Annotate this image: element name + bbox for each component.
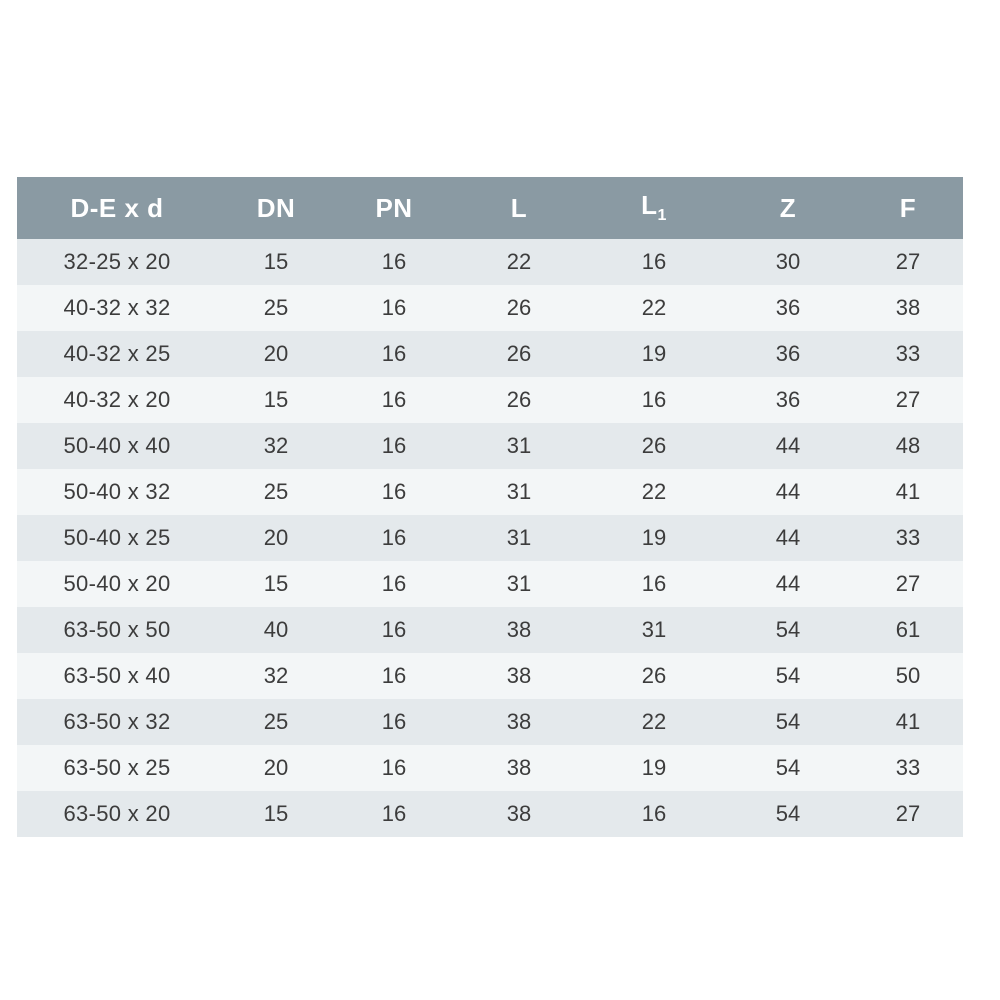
- cell-de-xd: 63-50 x 20: [63, 801, 171, 826]
- cell-l1: 22: [641, 295, 667, 320]
- table-header-row: [17, 177, 963, 239]
- cell-z: 54: [775, 801, 801, 826]
- table-row: [17, 699, 963, 745]
- cell-de-xd: 63-50 x 32: [63, 709, 171, 734]
- column-header-pn: [335, 177, 453, 239]
- cell-pn: 16: [381, 295, 407, 320]
- cell-l1: 22: [641, 709, 667, 734]
- cell-pn: 16: [381, 387, 407, 412]
- cell-f: 27: [895, 249, 921, 274]
- dimensions-table: [17, 177, 963, 837]
- table-row: [17, 745, 963, 791]
- column-header-z: [723, 177, 853, 239]
- cell-f: 27: [895, 387, 921, 412]
- table-row: [17, 469, 963, 515]
- cell-pn: 16: [381, 571, 407, 596]
- cell-l: 38: [506, 663, 532, 688]
- cell-de-xd: 50-40 x 32: [63, 479, 171, 504]
- cell-z: 54: [775, 663, 801, 688]
- column-header-label: F: [899, 192, 917, 223]
- column-header-label: D-E x d: [70, 192, 164, 223]
- cell-l1: 19: [641, 525, 667, 550]
- cell-de-xd: 40-32 x 20: [63, 387, 171, 412]
- cell-l: 38: [506, 801, 532, 826]
- table-row: [17, 239, 963, 285]
- cell-pn: 16: [381, 525, 407, 550]
- cell-pn: 16: [381, 663, 407, 688]
- cell-z: 36: [775, 295, 801, 320]
- cell-pn: 16: [381, 755, 407, 780]
- cell-f: 33: [895, 755, 921, 780]
- cell-l1: 16: [641, 387, 667, 412]
- cell-pn: 16: [381, 801, 407, 826]
- cell-de-xd: 50-40 x 20: [63, 571, 171, 596]
- cell-z: 44: [775, 433, 801, 458]
- cell-z: 44: [775, 525, 801, 550]
- cell-dn: 15: [263, 387, 289, 412]
- table-row: [17, 607, 963, 653]
- cell-pn: 16: [381, 709, 407, 734]
- cell-f: 33: [895, 525, 921, 550]
- cell-pn: 16: [381, 249, 407, 274]
- cell-l: 26: [506, 341, 532, 366]
- cell-f: 27: [895, 571, 921, 596]
- cell-f: 50: [895, 663, 921, 688]
- cell-dn: 20: [263, 755, 289, 780]
- cell-f: 48: [895, 433, 921, 458]
- column-header-l: [453, 177, 585, 239]
- cell-f: 41: [895, 479, 921, 504]
- cell-l: 38: [506, 709, 532, 734]
- table-row: [17, 285, 963, 331]
- cell-dn: 15: [263, 249, 289, 274]
- column-header-label: Z: [779, 192, 797, 223]
- column-header-de-xd: [17, 177, 217, 239]
- column-header-f: [853, 177, 963, 239]
- column-header-label: L: [641, 190, 658, 221]
- column-header-dn: [217, 177, 335, 239]
- cell-f: 41: [895, 709, 921, 734]
- cell-l: 31: [506, 525, 532, 550]
- cell-de-xd: 63-50 x 40: [63, 663, 171, 688]
- cell-z: 54: [775, 755, 801, 780]
- cell-de-xd: 40-32 x 25: [63, 341, 171, 366]
- cell-l1: 16: [641, 249, 667, 274]
- cell-de-xd: 40-32 x 32: [63, 295, 171, 320]
- cell-pn: 16: [381, 479, 407, 504]
- table-header: [17, 177, 963, 239]
- table-row: [17, 331, 963, 377]
- cell-f: 27: [895, 801, 921, 826]
- cell-z: 30: [775, 249, 801, 274]
- cell-dn: 15: [263, 801, 289, 826]
- column-header-label: PN: [375, 192, 413, 223]
- cell-l: 31: [506, 479, 532, 504]
- cell-l1: 26: [641, 663, 667, 688]
- cell-dn: 25: [263, 709, 289, 734]
- table-body: [17, 239, 963, 837]
- cell-f: 61: [895, 617, 921, 642]
- cell-l: 22: [506, 249, 532, 274]
- cell-de-xd: 50-40 x 25: [63, 525, 171, 550]
- cell-z: 44: [775, 479, 801, 504]
- cell-dn: 32: [263, 663, 289, 688]
- cell-l1: 22: [641, 479, 667, 504]
- cell-pn: 16: [381, 617, 407, 642]
- cell-l1: 16: [641, 801, 667, 826]
- cell-dn: 20: [263, 525, 289, 550]
- cell-f: 33: [895, 341, 921, 366]
- cell-l: 31: [506, 571, 532, 596]
- table-row: [17, 423, 963, 469]
- cell-dn: 40: [263, 617, 289, 642]
- cell-z: 36: [775, 387, 801, 412]
- cell-z: 44: [775, 571, 801, 596]
- cell-l: 26: [506, 295, 532, 320]
- cell-l: 38: [506, 617, 532, 642]
- column-header-l1: [585, 177, 723, 239]
- table-row: [17, 515, 963, 561]
- cell-f: 38: [895, 295, 921, 320]
- column-header-subscript: 1: [657, 207, 667, 225]
- table-row: [17, 561, 963, 607]
- cell-pn: 16: [381, 341, 407, 366]
- cell-z: 54: [775, 709, 801, 734]
- cell-l: 26: [506, 387, 532, 412]
- cell-pn: 16: [381, 433, 407, 458]
- cell-l1: 26: [641, 433, 667, 458]
- cell-dn: 32: [263, 433, 289, 458]
- cell-dn: 25: [263, 479, 289, 504]
- cell-de-xd: 50-40 x 40: [63, 433, 171, 458]
- cell-dn: 25: [263, 295, 289, 320]
- cell-de-xd: 63-50 x 25: [63, 755, 171, 780]
- table-row: [17, 791, 963, 837]
- cell-de-xd: 63-50 x 50: [63, 617, 171, 642]
- column-header-label: DN: [256, 192, 296, 223]
- cell-z: 54: [775, 617, 801, 642]
- cell-de-xd: 32-25 x 20: [63, 249, 171, 274]
- cell-l1: 31: [641, 617, 667, 642]
- cell-l: 31: [506, 433, 532, 458]
- cell-dn: 20: [263, 341, 289, 366]
- cell-l1: 19: [641, 755, 667, 780]
- cell-dn: 15: [263, 571, 289, 596]
- cell-l: 38: [506, 755, 532, 780]
- cell-l1: 16: [641, 571, 667, 596]
- table-row: [17, 653, 963, 699]
- cell-z: 36: [775, 341, 801, 366]
- table-row: [17, 377, 963, 423]
- column-header-label: L: [510, 192, 528, 223]
- cell-l1: 19: [641, 341, 667, 366]
